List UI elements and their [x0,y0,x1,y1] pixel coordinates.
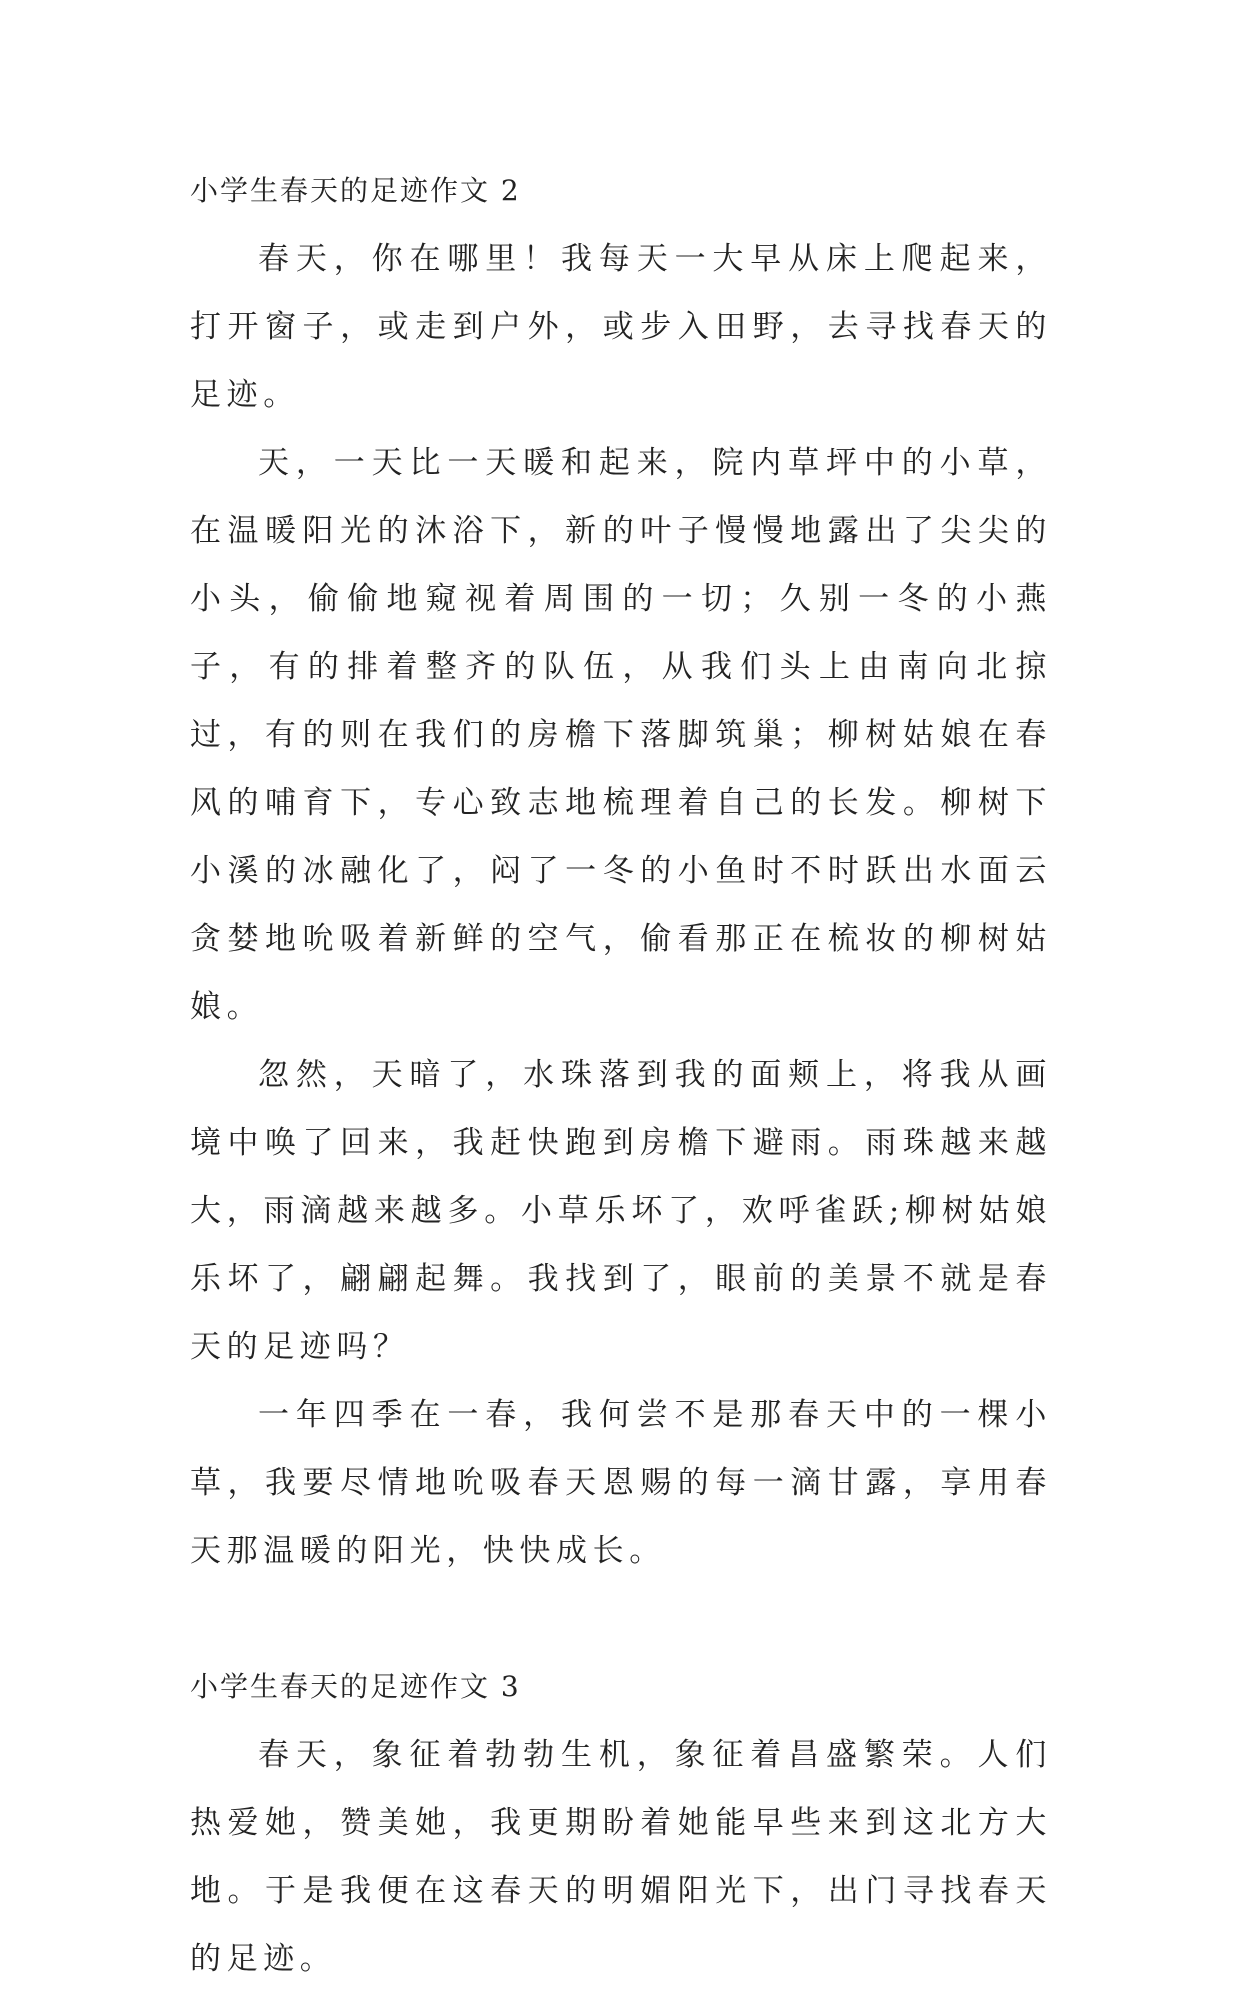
section-spacer [190,1585,1052,1653]
essay-section-2 [190,157,1052,1585]
paragraph: 春天，你在哪里！我每天一大早从床上爬起来，打开窗子，或走到户外，或步入田野，去寻找春天的足迹。 [190,241,1052,413]
section-title: 小学生春天的足迹作文 2 [190,174,521,207]
paragraph: 一年四季在一春，我何尝不是那春天中的一棵小草，我要尽情地吮吸春天恩赐的每一滴甘露，享用春天那温暖的阳光，快快成长。 [190,1397,1052,1569]
section-title: 小学生春天的足迹作文 3 [190,1670,521,1703]
paragraph: 忽然，天暗了，水珠落到我的面颊上，将我从画境中唤了回来，我赶快跑到房檐下避雨。雨珠越来越大，雨滴越来越多。小草乐坏了，欢呼雀跃;柳树姑娘乐坏了，翩翩起舞。我找到了，眼前的美景不就是春天的足迹吗？ [190,1057,1052,1365]
paragraph: 春天，象征着勃勃生机，象征着昌盛繁荣。人们热爱她，赞美她，我更期盼着她能早些来到这北方大地。于是我便在这春天的明媚阳光下，出门寻找春天的足迹。 [190,1737,1052,1977]
essay-section-3 [190,1653,1052,1993]
document-body [190,157,1052,1993]
paragraph: 天，一天比一天暖和起来，院内草坪中的小草，在温暖阳光的沐浴下，新的叶子慢慢地露出了尖尖的小头，偷偷地窥视着周围的一切；久别一冬的小燕子，有的排着整齐的队伍，从我们头上由南向北掠过，有的则在我们的房檐下落脚筑巢；柳树姑娘在春风的哺育下，专心致志地梳理着自己的长发。柳树下小溪的冰融化了，闷了一冬的小鱼时不时跃出水面云贪婪地吮吸着新鲜的空气，偷看那正在梳妆的柳树姑娘。 [190,445,1052,1025]
